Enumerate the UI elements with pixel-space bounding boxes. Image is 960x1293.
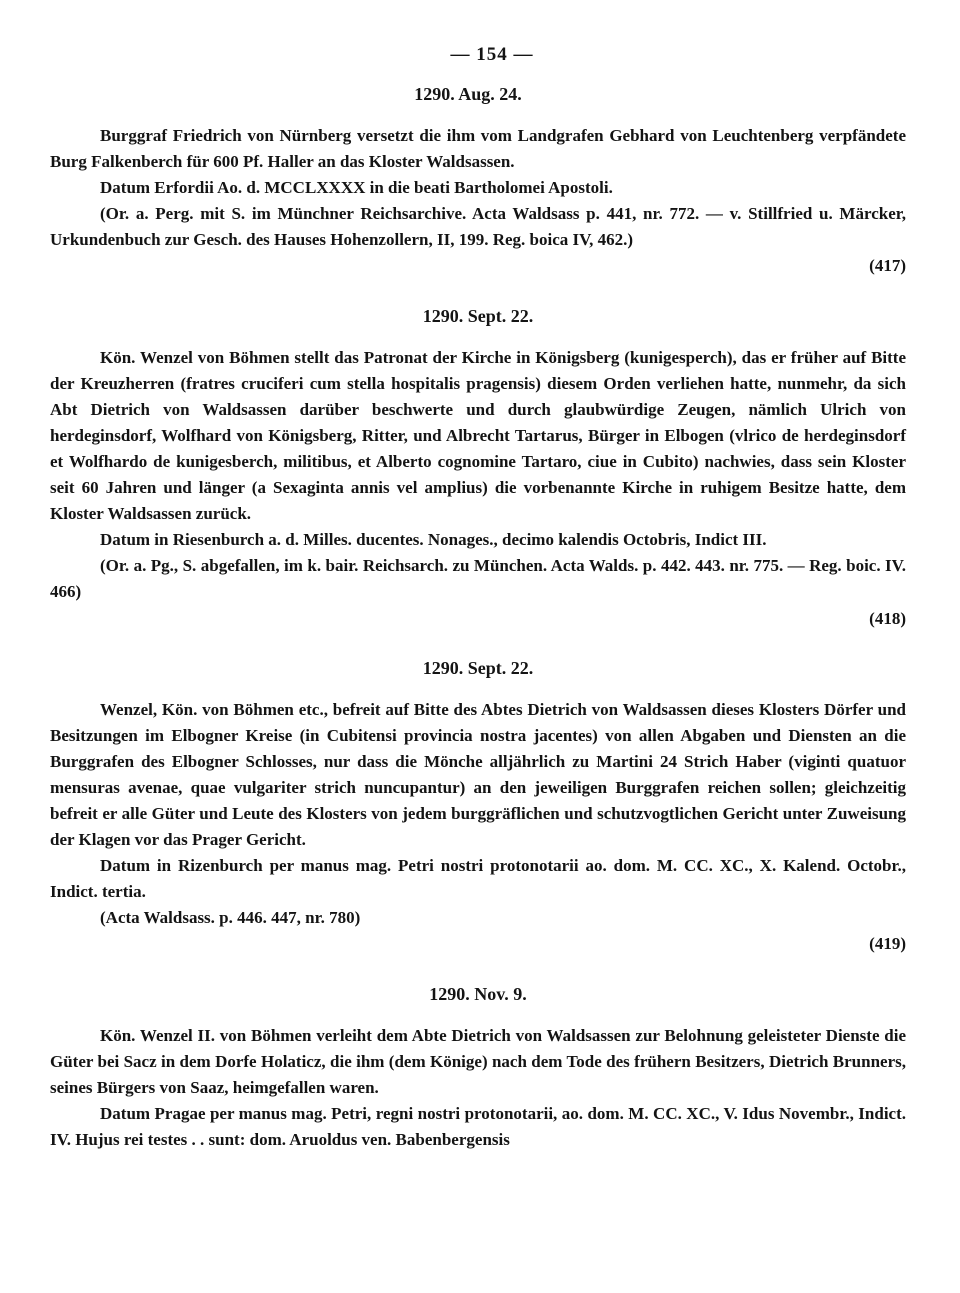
- entry-citation: (Or. a. Pg., S. abgefallen, im k. bair. Reichsarch. zu München. Acta Walds. p. 442. 443. nr. 775. — Reg. boic. IV. 466): [50, 556, 906, 602]
- entry-number: (417): [869, 256, 906, 276]
- entry-date: 1290. Nov. 9.: [429, 983, 527, 1004]
- entry-citation: (Acta Waldsass. p. 446. 447, nr. 780): [100, 908, 361, 928]
- entry-date: 1290. Aug. 24.: [414, 84, 522, 104]
- entry-text: Kön. Wenzel von Böhmen stellt das Patronat der Kirche in Königsberg (kunigesperch), das er früher auf Bitte der Kreuzherren (fratres cruciferi cum stella hospitalis pragensis) diesem Orden verliehen hatte, nunmehr, da sich Abt Dietrich von Waldsassen darüber beschwerte und durch glaubwürdige Zeugen, nämlich Ulrich von herdeginsdorf, Wolfhard von Königsberg, Ritter, und Albrecht Tartarus, Bürger in Elbogen (vlrico de herdeginsdorf et Wolfhardo de kunigesberch, militibus, et Alberto cognomine Tartaro, ciue in Cubito) nachwies, dass sein Kloster seit 60 Jahren und länger (a Sexaginta annis vel amplius) die vorbenannte Kirche in ruhigem Besitze hatte, dem Kloster Waldsassen zurück.: [50, 347, 906, 524]
- entry-number: (418): [869, 608, 906, 628]
- document-entry: [50, 345, 906, 632]
- entry-number: (419): [869, 934, 906, 954]
- page-number: — 154 —: [450, 44, 534, 65]
- entry-date: 1290. Sept. 22.: [422, 657, 534, 678]
- entry-text: Burggraf Friedrich von Nürnberg versetzt die ihm vom Landgrafen Gebhard von Leuchtenberg verpfändete Burg Falkenberch für 600 Pf. Haller an das Kloster Waldsassen.: [50, 126, 906, 172]
- document-entry: [50, 697, 906, 958]
- entry-text: Wenzel, Kön. von Böhmen etc., befreit auf Bitte des Abtes Dietrich von Waldsassen dieses Klosters Dörfer und Besitzungen im Elbogner Kreise (in Cubitensi provincia nostra jacentes) von allen Abgaben und Diensten an die Burggrafen des Elbogner Schlosses, nur dass die Mönche alljährlich zu Martini 24 Strich Haber (viginti quatuor mensuras avenae, quae vulgariter strich nuncupantur) an den jeweiligen Burggrafen reichen sollen; gleichzeitig befreit er alle Güter und Leute des Klosters von jedem burggräflichen und schutzvogtlichen Gericht unter Zuweisung der Klagen vor das Prager Gericht.: [50, 699, 906, 850]
- entry-text: Kön. Wenzel II. von Böhmen verleiht dem Abte Dietrich von Waldsassen zur Belohnung geleisteter Dienste die Güter bei Sacz in dem Dorfe Holaticz, die ihm (dem Könige) nach dem Tode des frühern Besitzers, Dietrich Brunners, seines Bürgers von Saaz, heimgefallen waren.: [50, 1025, 906, 1097]
- document-entry: [50, 123, 906, 280]
- entry-date: 1290. Sept. 22.: [422, 305, 534, 326]
- entry-datum: Datum Pragae per manus mag. Petri, regni nostri protonotarii, ao. dom. M. CC. XC., V. Idus Novembr., Indict. IV. Hujus rei testes . . sunt: dom. Aruoldus ven. Babenbergensis: [50, 1103, 906, 1149]
- document-page: [50, 44, 906, 1153]
- entry-citation: (Or. a. Perg. mit S. im Münchner Reichsarchive. Acta Waldsass p. 441, nr. 772. — v. Stillfried u. Märcker, Urkundenbuch zur Gesch. des Hauses Hohenzollern, II, 199. Reg. boica IV, 462.): [50, 204, 906, 250]
- entry-datum: Datum Erfordii Ao. d. MCCLXXXX in die beati Bartholomei Apostoli.: [100, 178, 613, 198]
- entry-datum: Datum in Rizenburch per manus mag. Petri nostri protonotarii ao. dom. M. CC. XC., X. Kalend. Octobr., Indict. tertia.: [50, 856, 906, 902]
- document-entry: [50, 1023, 906, 1153]
- entry-datum: Datum in Riesenburch a. d. Milles. ducentes. Nonages., decimo kalendis Octobris, Indict III.: [100, 530, 767, 550]
